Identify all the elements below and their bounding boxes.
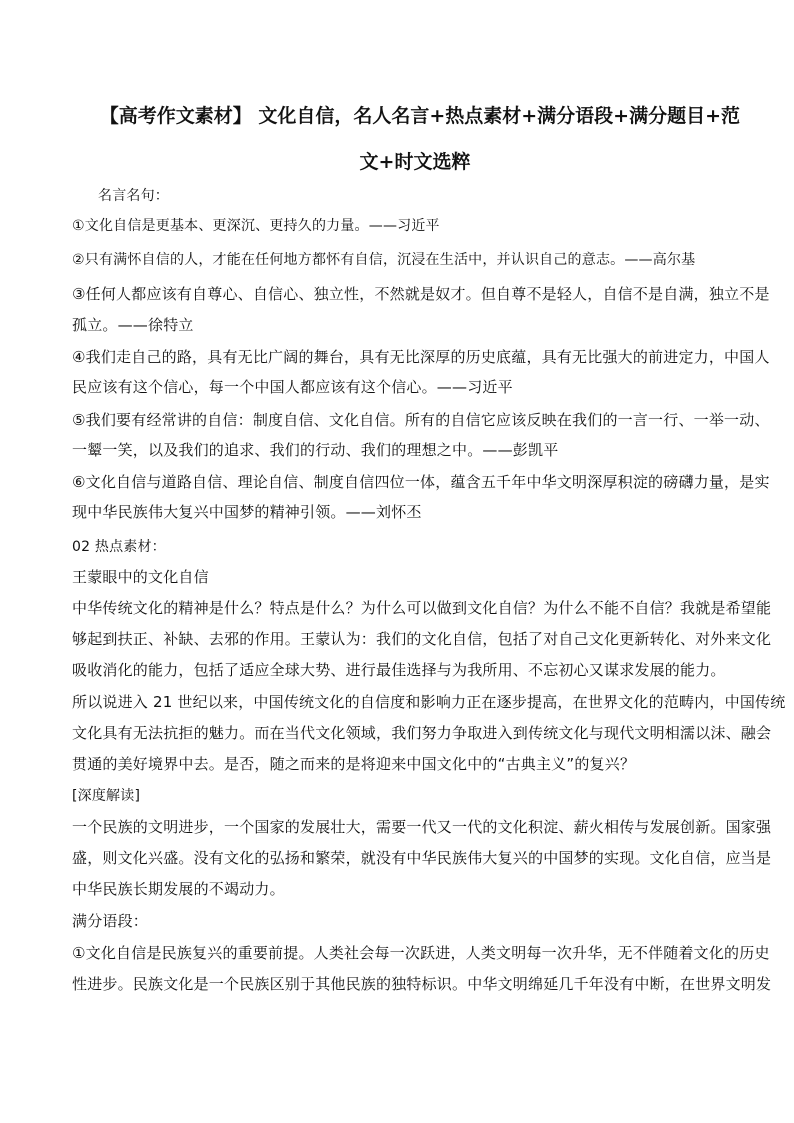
material-para-2-line-2: 文化具有无法抗拒的魅力。而在当代文化领域，我们努力争取进入到传统文化与现代文明相濡以沫、融会	[72, 724, 772, 742]
quote-6-line-1: ⑥文化自信与道路自信、理论自信、制度自信四位一体，蕴含五千年中华文明深厚积淀的磅礴力量，是实	[72, 473, 770, 491]
quote-3-line-2: 孤立。——徐特立	[72, 316, 194, 334]
quote-5-line-2: 一颦一笑，以及我们的追求、我们的行动、我们的理想之中。——彭凯平	[72, 441, 559, 459]
quote-4-line-1: ④我们走自己的路，具有无比广阔的舞台，具有无比深厚的历史底蕴，具有无比强大的前进定力，中国人	[72, 348, 770, 366]
material-para-2-line-1: 所以说进入 21 世纪以来，中国传统文化的自信度和影响力正在逐步提高，在世界文化的范畴内，中国传统	[72, 693, 786, 711]
quote-1: ①文化自信是更基本、更深沉、更持久的力量。——习近平	[72, 218, 440, 234]
material-subtitle: 王蒙眼中的文化自信	[72, 568, 209, 586]
passage-1-line-1: ①文化自信是民族复兴的重要前提。人类社会每一次跃进，人类文明每一次升华，无不伴随着文化的历史	[72, 944, 770, 962]
quote-6-line-2: 现中华民族伟大复兴中国梦的精神引领。——刘怀丕	[72, 503, 422, 521]
material-para-1-line-2: 够起到扶正、补缺、去邪的作用。王蒙认为：我们的文化自信，包括了对自己文化更新转化、对外来文化	[72, 630, 772, 648]
section-heading-hot-material: 02 热点素材：	[72, 539, 166, 555]
section-heading-full-score-passage: 满分语段：	[72, 912, 149, 930]
deep-reading-line-1: 一个民族的文明进步，一个国家的发展壮大，需要一代又一代的文化积淀、薪火相传与发展创新。国家强	[72, 818, 772, 836]
material-para-2-line-3: 贯通的美好境界中去。是否，随之而来的是将迎来中国文化中的“古典主义”的复兴？	[72, 755, 636, 773]
section-heading-quotes: 名言名句：	[98, 188, 169, 204]
deep-reading-line-3: 中华民族长期发展的不竭动力。	[72, 880, 285, 898]
deep-reading-line-2: 盛，则文化兴盛。没有文化的弘扬和繁荣，就没有中华民族伟大复兴的中国梦的实现。文化自信，应当是	[72, 849, 772, 867]
material-para-1-line-3: 吸收消化的能力，包括了适应全球大势、进行最佳选择与为我所用、不忘初心又谋求发展的能力。	[72, 661, 726, 679]
quote-2: ②只有满怀自信的人，才能在任何地方都怀有自信，沉浸在生活中，并认识自己的意志。——高尔基	[72, 252, 696, 268]
quote-3-line-1: ③任何人都应该有自尊心、自信心、独立性，不然就是奴才。但自尊不是轻人，自信不是自满，独立不是	[72, 285, 770, 303]
quote-5-line-1: ⑤我们要有经常讲的自信：制度自信、文化自信。所有的自信它应该反映在我们的一言一行、一举一动、	[72, 411, 770, 429]
material-para-1-line-1: 中华传统文化的精神是什么？特点是什么？为什么可以做到文化自信？为什么不能不自信？我就是希望能	[72, 599, 772, 617]
deep-reading-label: [深度解读]	[72, 788, 141, 804]
document-title-line-1: 【高考作文素材】 文化自信，名人名言+热点素材+满分语段+满分题目+范	[99, 105, 740, 127]
passage-1-line-2: 性进步。民族文化是一个民族区别于其他民族的独特标识。中华文明绵延几千年没有中断，在世界文明发	[72, 975, 772, 993]
quote-4-line-2: 民应该有这个信心，每一个中国人都应该有这个信心。——习近平	[72, 378, 513, 396]
document-title-line-2: 文+时文选粹	[359, 151, 471, 173]
